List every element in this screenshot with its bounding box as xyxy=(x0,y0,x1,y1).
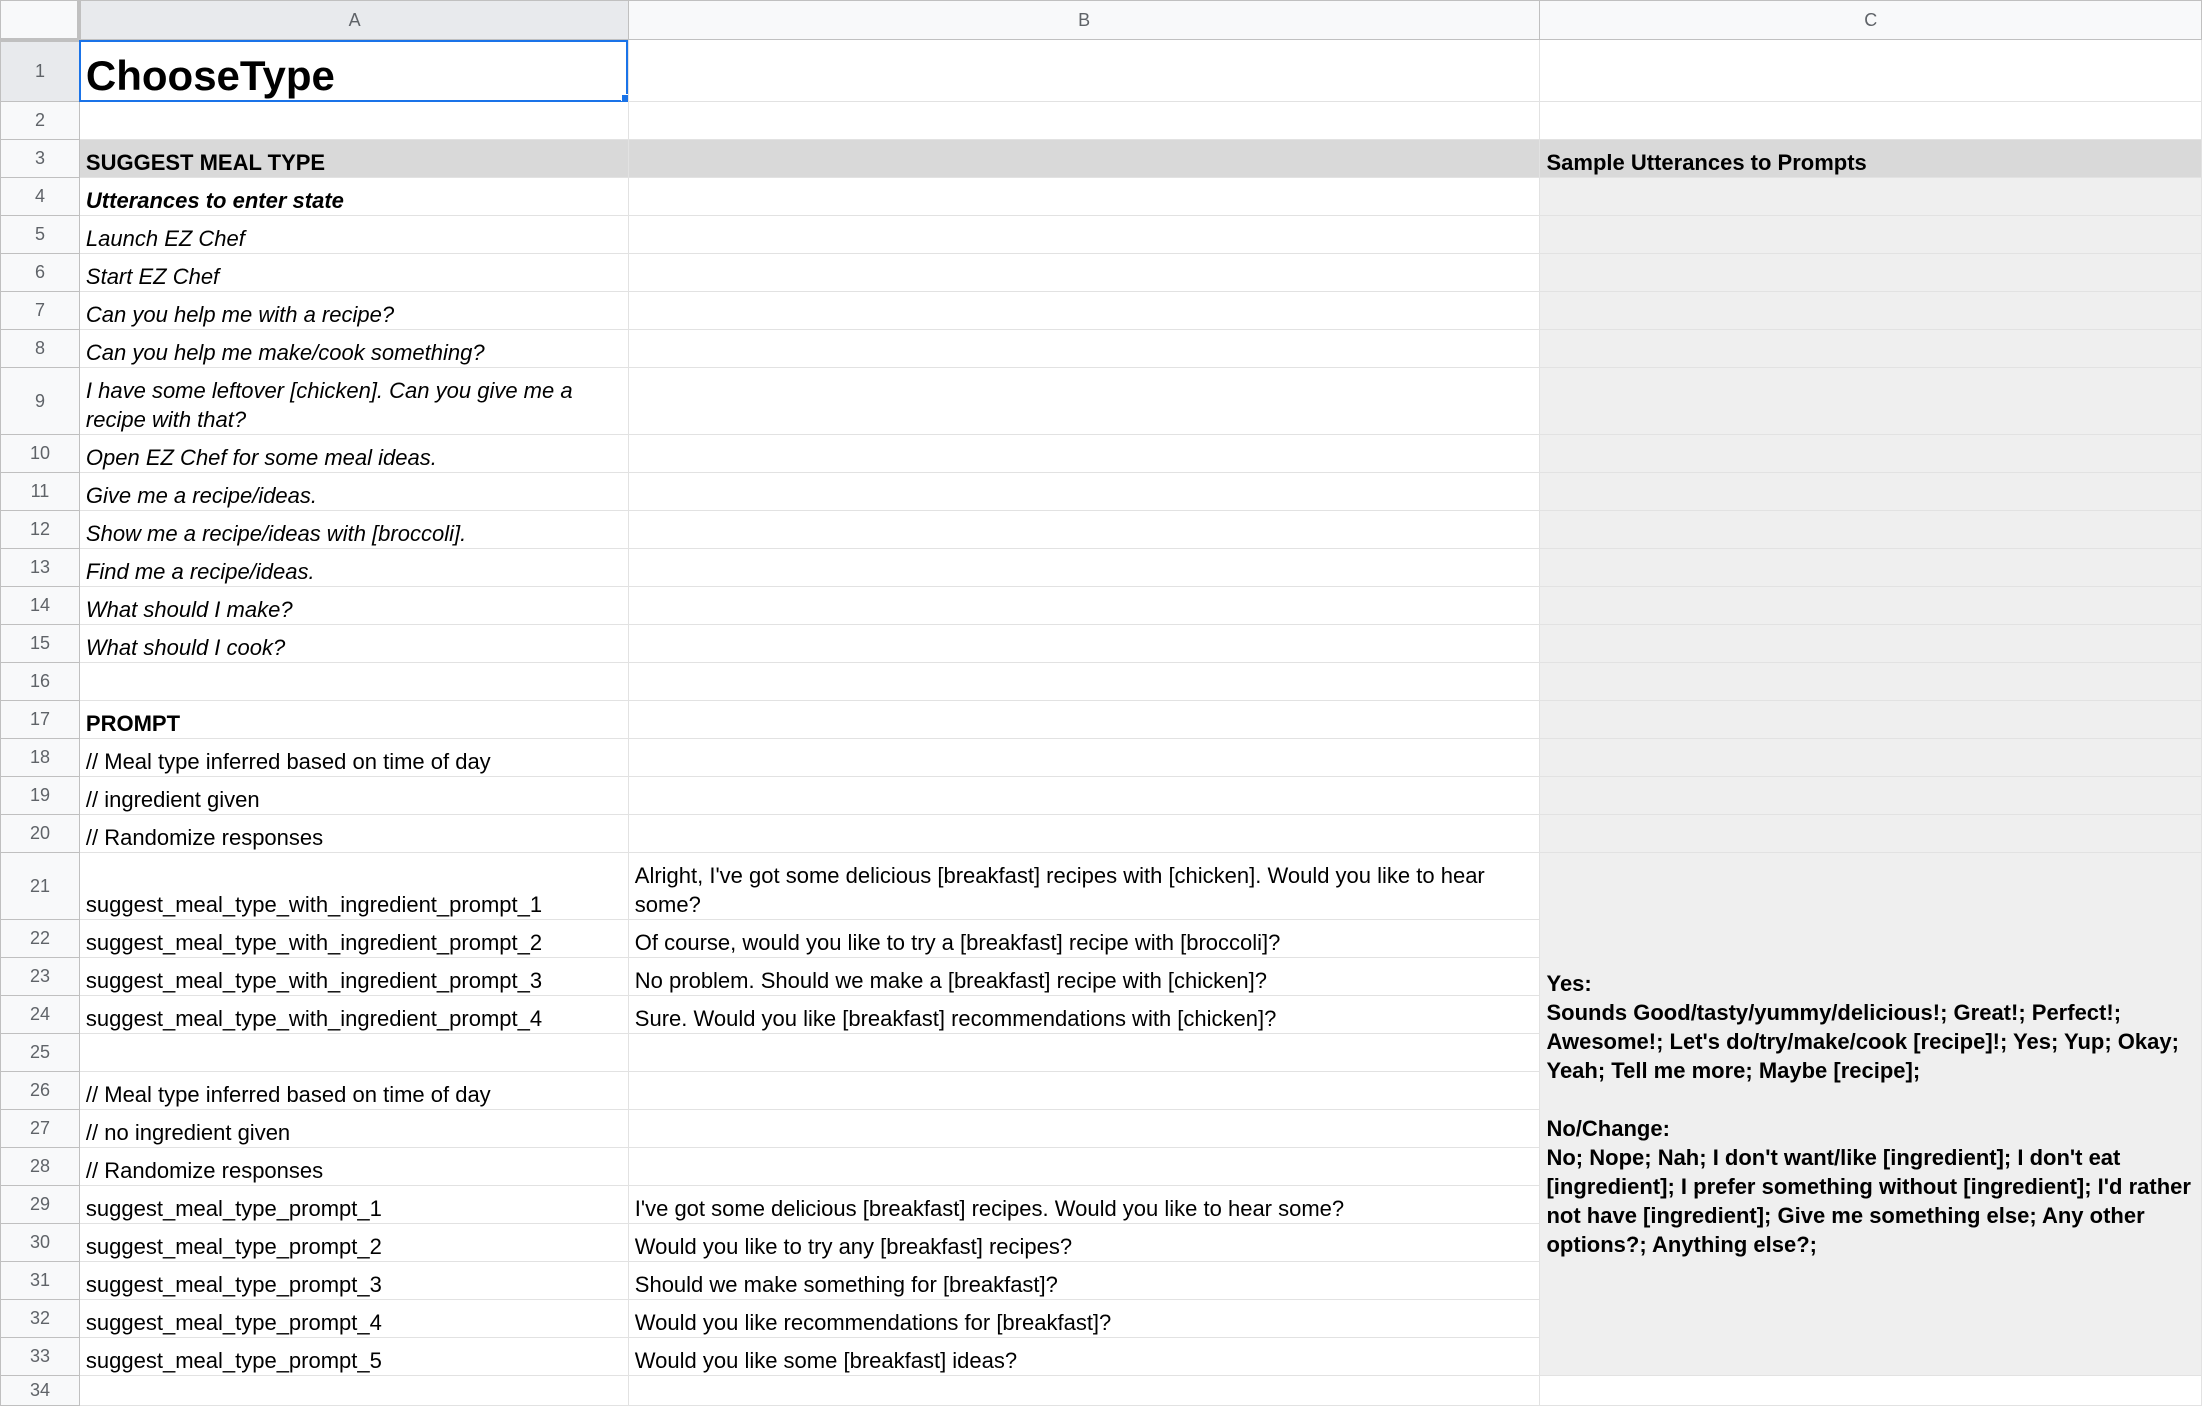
row-header[interactable]: 15 xyxy=(1,625,80,663)
cell-b15[interactable] xyxy=(628,625,1540,663)
fill-handle[interactable] xyxy=(621,94,629,102)
row-header[interactable]: 29 xyxy=(1,1186,80,1224)
table-row xyxy=(1,102,2202,140)
row-header[interactable]: 9 xyxy=(1,368,80,435)
cell-a13[interactable]: Find me a recipe/ideas. xyxy=(79,549,628,587)
cell-a10[interactable]: Open EZ Chef for some meal ideas. xyxy=(79,435,628,473)
row-header[interactable]: 13 xyxy=(1,549,80,587)
cell-a33[interactable]: suggest_meal_type_prompt_5 xyxy=(79,1338,628,1376)
cell-a5[interactable]: Launch EZ Chef xyxy=(79,216,628,254)
cell-b14[interactable] xyxy=(628,587,1540,625)
cell-a28[interactable]: // Randomize responses xyxy=(79,1148,628,1186)
cell-a6[interactable]: Start EZ Chef xyxy=(79,254,628,292)
cell-a7[interactable]: Can you help me with a recipe? xyxy=(79,292,628,330)
cell-c9[interactable] xyxy=(1540,368,2202,435)
cell-b32[interactable]: Would you like recommendations for [breakfast]? xyxy=(628,1300,1540,1338)
table-row xyxy=(1,1376,2202,1406)
cell-a16[interactable] xyxy=(79,663,628,701)
table-row xyxy=(1,815,2202,853)
cell-a3[interactable]: SUGGEST MEAL TYPE xyxy=(79,140,628,178)
row-header[interactable]: 20 xyxy=(1,815,80,853)
row-header[interactable]: 2 xyxy=(1,102,80,140)
cell-c11[interactable] xyxy=(1540,473,2202,511)
row-header[interactable]: 14 xyxy=(1,587,80,625)
cell-b34[interactable] xyxy=(628,1376,1540,1406)
table-row xyxy=(1,777,2202,815)
row-header[interactable]: 3 xyxy=(1,140,80,178)
cell-b3[interactable] xyxy=(628,140,1540,178)
cell-b9[interactable] xyxy=(628,368,1540,435)
table-row xyxy=(1,511,2202,549)
row-header[interactable]: 22 xyxy=(1,920,80,958)
cell-b26[interactable] xyxy=(628,1072,1540,1110)
cell-b7[interactable] xyxy=(628,292,1540,330)
cell-c20[interactable] xyxy=(1540,815,2202,853)
table-row xyxy=(1,701,2202,739)
cell-a14[interactable]: What should I make? xyxy=(79,587,628,625)
cell-a32[interactable]: suggest_meal_type_prompt_4 xyxy=(79,1300,628,1338)
row-header[interactable]: 32 xyxy=(1,1300,80,1338)
column-header-a[interactable]: A xyxy=(79,1,628,40)
cell-b20[interactable] xyxy=(628,815,1540,853)
row-header[interactable]: 18 xyxy=(1,739,80,777)
column-header-b[interactable]: B xyxy=(628,1,1540,40)
row-header[interactable]: 23 xyxy=(1,958,80,996)
cell-c21-merged-sample-utterances[interactable]: Yes: Sounds Good/tasty/yummy/delicious!; Great!; Perfect!; Awesome!; Let's do/try/make/cook [recipe]!; Yes; Yup; Okay; Yeah; Tell me more; Maybe [recipe]; No/Change: No; Nope; Nah; I don't want/like [ingredient]; I don't eat [ingredient]; I prefer something without [ingredient]; I'd rather not have [ingredient]; Give me something else; Any other options?; Anything else?; xyxy=(1540,853,2202,1376)
row-header[interactable]: 27 xyxy=(1,1110,80,1148)
cell-a2[interactable] xyxy=(79,102,628,140)
table-row xyxy=(1,853,2202,920)
row-header[interactable]: 4 xyxy=(1,178,80,216)
cell-a12[interactable]: Show me a recipe/ideas with [broccoli]. xyxy=(79,511,628,549)
cell-c1[interactable] xyxy=(1540,40,2202,102)
cell-a23[interactable]: suggest_meal_type_with_ingredient_prompt_3 xyxy=(79,958,628,996)
table-row xyxy=(1,625,2202,663)
cell-c4[interactable] xyxy=(1540,178,2202,216)
row-header[interactable]: 34 xyxy=(1,1376,80,1406)
cell-c34[interactable] xyxy=(1540,1376,2202,1406)
cell-c2[interactable] xyxy=(1540,102,2202,140)
cell-b1[interactable] xyxy=(628,40,1540,102)
cell-c15[interactable] xyxy=(1540,625,2202,663)
cell-b27[interactable] xyxy=(628,1110,1540,1148)
cell-b17[interactable] xyxy=(628,701,1540,739)
cell-c3[interactable]: Sample Utterances to Prompts xyxy=(1540,140,2202,178)
cell-a26[interactable]: // Meal type inferred based on time of day xyxy=(79,1072,628,1110)
cell-b8[interactable] xyxy=(628,330,1540,368)
cell-a24[interactable]: suggest_meal_type_with_ingredient_prompt_4 xyxy=(79,996,628,1034)
cell-c8[interactable] xyxy=(1540,330,2202,368)
cell-b33[interactable]: Would you like some [breakfast] ideas? xyxy=(628,1338,1540,1376)
table-row xyxy=(1,587,2202,625)
cell-c14[interactable] xyxy=(1540,587,2202,625)
cell-b4[interactable] xyxy=(628,178,1540,216)
cell-a31[interactable]: suggest_meal_type_prompt_3 xyxy=(79,1262,628,1300)
cell-a19[interactable]: // ingredient given xyxy=(79,777,628,815)
row-header[interactable]: 6 xyxy=(1,254,80,292)
row-header[interactable]: 10 xyxy=(1,435,80,473)
table-row xyxy=(1,330,2202,368)
row-header[interactable]: 30 xyxy=(1,1224,80,1262)
cell-b21[interactable]: Alright, I've got some delicious [breakfast] recipes with [chicken]. Would you like to hear some? xyxy=(628,853,1540,920)
cell-c17[interactable] xyxy=(1540,701,2202,739)
cell-b13[interactable] xyxy=(628,549,1540,587)
cell-b28[interactable] xyxy=(628,1148,1540,1186)
column-header-c[interactable]: C xyxy=(1540,1,2202,40)
cell-c18[interactable] xyxy=(1540,739,2202,777)
table-row xyxy=(1,435,2202,473)
table-row xyxy=(1,663,2202,701)
row-header[interactable]: 28 xyxy=(1,1148,80,1186)
cell-a1[interactable]: ChooseType xyxy=(79,40,628,102)
cell-b23[interactable]: No problem. Should we make a [breakfast] recipe with [chicken]? xyxy=(628,958,1540,996)
select-all-corner[interactable] xyxy=(1,1,80,40)
cell-b11[interactable] xyxy=(628,473,1540,511)
row-header[interactable]: 33 xyxy=(1,1338,80,1376)
cell-b19[interactable] xyxy=(628,777,1540,815)
row-header[interactable]: 5 xyxy=(1,216,80,254)
table-row xyxy=(1,140,2202,178)
row-header[interactable]: 31 xyxy=(1,1262,80,1300)
row-header[interactable]: 12 xyxy=(1,511,80,549)
cell-b2[interactable] xyxy=(628,102,1540,140)
row-header[interactable]: 26 xyxy=(1,1072,80,1110)
row-header[interactable]: 25 xyxy=(1,1034,80,1072)
cell-c12[interactable] xyxy=(1540,511,2202,549)
cell-b30[interactable]: Would you like to try any [breakfast] recipes? xyxy=(628,1224,1540,1262)
table-row xyxy=(1,739,2202,777)
row-header[interactable]: 21 xyxy=(1,853,80,920)
row-header[interactable]: 24 xyxy=(1,996,80,1034)
cell-c5[interactable] xyxy=(1540,216,2202,254)
cell-b16[interactable] xyxy=(628,663,1540,701)
row-header[interactable]: 8 xyxy=(1,330,80,368)
cell-b25[interactable] xyxy=(628,1034,1540,1072)
cell-a21[interactable]: suggest_meal_type_with_ingredient_prompt_1 xyxy=(79,853,628,920)
cell-b12[interactable] xyxy=(628,511,1540,549)
cell-c16[interactable] xyxy=(1540,663,2202,701)
table-row xyxy=(1,254,2202,292)
row-header[interactable]: 17 xyxy=(1,701,80,739)
cell-a17[interactable]: PROMPT xyxy=(79,701,628,739)
row-header[interactable]: 11 xyxy=(1,473,80,511)
table-row xyxy=(1,216,2202,254)
cell-a9[interactable]: I have some leftover [chicken]. Can you give me a recipe with that? xyxy=(79,368,628,435)
table-row xyxy=(1,473,2202,511)
cell-a34[interactable] xyxy=(79,1376,628,1406)
cell-b5[interactable] xyxy=(628,216,1540,254)
row-header[interactable]: 7 xyxy=(1,292,80,330)
table-row xyxy=(1,40,2202,102)
row-header[interactable]: 19 xyxy=(1,777,80,815)
cell-a30[interactable]: suggest_meal_type_prompt_2 xyxy=(79,1224,628,1262)
cell-a8[interactable]: Can you help me make/cook something? xyxy=(79,330,628,368)
cell-c7[interactable] xyxy=(1540,292,2202,330)
cell-a4[interactable]: Utterances to enter state xyxy=(79,178,628,216)
cell-b31[interactable]: Should we make something for [breakfast]? xyxy=(628,1262,1540,1300)
table-row xyxy=(1,368,2202,435)
cell-a29[interactable]: suggest_meal_type_prompt_1 xyxy=(79,1186,628,1224)
cell-a27[interactable]: // no ingredient given xyxy=(79,1110,628,1148)
table-row xyxy=(1,292,2202,330)
cell-b22[interactable]: Of course, would you like to try a [breakfast] recipe with [broccoli]? xyxy=(628,920,1540,958)
cell-b24[interactable]: Sure. Would you like [breakfast] recommendations with [chicken]? xyxy=(628,996,1540,1034)
cell-a25[interactable] xyxy=(79,1034,628,1072)
cell-a11[interactable]: Give me a recipe/ideas. xyxy=(79,473,628,511)
table-row xyxy=(1,549,2202,587)
cell-b10[interactable] xyxy=(628,435,1540,473)
table-row xyxy=(1,178,2202,216)
cell-c13[interactable] xyxy=(1540,549,2202,587)
row-header[interactable]: 1 xyxy=(1,40,80,102)
cell-c19[interactable] xyxy=(1540,777,2202,815)
cell-a18[interactable]: // Meal type inferred based on time of day xyxy=(79,739,628,777)
cell-c10[interactable] xyxy=(1540,435,2202,473)
cell-a15[interactable]: What should I cook? xyxy=(79,625,628,663)
cell-b29[interactable]: I've got some delicious [breakfast] recipes. Would you like to hear some? xyxy=(628,1186,1540,1224)
cell-a20[interactable]: // Randomize responses xyxy=(79,815,628,853)
cell-b6[interactable] xyxy=(628,254,1540,292)
cell-b18[interactable] xyxy=(628,739,1540,777)
row-header[interactable]: 16 xyxy=(1,663,80,701)
cell-c6[interactable] xyxy=(1540,254,2202,292)
cell-a22[interactable]: suggest_meal_type_with_ingredient_prompt_2 xyxy=(79,920,628,958)
